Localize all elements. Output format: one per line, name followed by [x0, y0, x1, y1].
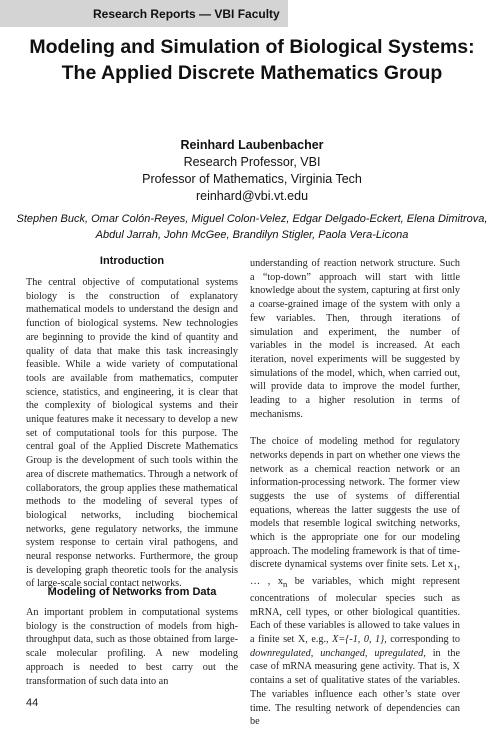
article-title: Modeling and Simulation of Biological Systems: The Applied Discrete Mathematics Group	[29, 36, 475, 84]
intro-text: The central objective of computational systems biology is the construction of explanatory mathematical models to understand the design and function of biological systems. New technologies are beginning to provide the kind of quantity and quality of data that make this task increasingly feasible. While a wide variety of computational tools are available from mathematics, computer science, statistics, and engineering, it is clear that the complexity of biological systems and their unique features make it necessary to develop a new set of computational tools for this purpose. The central goal of the Applied Discrete Mathematics Group is the development of such tools within the area of discrete mathematics. Through a network of collaborators, the group applies these mathematical methods to the modeling of several types of biological networks, including biochemical networks, gene regulatory networks, the immune system response to certain viral pathogens, and neural response networks. Furthermore, the group is developing graph theoretic tools for the analysis of large-scale social contact networks.	[26, 277, 238, 590]
author-name: Reinhard Laubenbacher	[180, 138, 324, 152]
right-column	[250, 257, 460, 729]
p2-part-c: be variables, which might represent concentrations of molecular species such as mRNA, cell types, or other biological quantities. Each of these variables is allowed to take values in a finite set X, e.g.,	[250, 576, 460, 646]
page-number: 44	[26, 697, 39, 709]
set-example: X={-1, 0, 1}	[332, 634, 385, 646]
section-header-label: Research Reports — VBI Faculty	[93, 7, 280, 21]
right-paragraph-2	[250, 435, 460, 729]
intro-heading: Introduction	[99, 255, 165, 267]
intro-paragraph	[26, 276, 238, 591]
modeling-text: An important problem in computational systems biology is the construction of models from high-throughput data, such as those obtained from large-scale molecular profiling. A new modeling approach is needed to best carry out the transformation of such data into an	[26, 607, 238, 687]
modeling-paragraph	[26, 606, 238, 688]
author-email: reinhard@vbi.vt.edu	[195, 189, 309, 203]
p2-part-a: The choice of modeling method for regulatory networks depends in part on whether one views the network as a chemical reaction network or an information-processing network. The former view suggests the use of systems of differential equations, whereas the latter suggests the use of models that resemble logical switching networks, which is the appropriate one for our modeling approach. The modeling framework is that of time-discrete dynamical systems over finite sets. Let x	[250, 436, 460, 571]
state-names: downregulated, unchanged, upregulated,	[250, 647, 426, 659]
subscript-n: n	[282, 579, 288, 590]
author-position-2: Professor of Mathematics, Virginia Tech	[142, 172, 362, 186]
p2-part-e: in the case of mRNA measuring gene activity. That is, X contains a set of qualitative states of the variables. The variables influence each other’s state over time. The resulting network of dependencies can be	[250, 647, 460, 728]
modeling-heading: Modeling of Networks from Data	[47, 586, 217, 598]
subscript-1: 1	[453, 562, 458, 573]
p2-part-b: , … , x	[250, 559, 460, 588]
right-paragraph-1: understanding of reaction network structure. Such a “top-down” approach will start with little knowledge about the system, capturing at first only a coarse-grained image of the system with only a few variables. Then, through iterations of simulation and experiment, the number of variables in the model is increased. At each iteration, novel experiments will be suggested by simulations of the model, which, when carried out, will provide data to improve the model further, leading to a higher resolution in terms of mechanisms.	[250, 258, 460, 420]
p2-part-d: , corresponding to	[384, 634, 460, 646]
coauthor-list: Stephen Buck, Omar Colón-Reyes, Miguel Colon-Velez, Edgar Delgado-Eckert, Elena Dimitrova, Abdul Jarrah, John McGee, Brandilyn Stigler, Paola Vera-Licona	[16, 213, 488, 241]
author-position: Research Professor, VBI	[183, 155, 321, 169]
